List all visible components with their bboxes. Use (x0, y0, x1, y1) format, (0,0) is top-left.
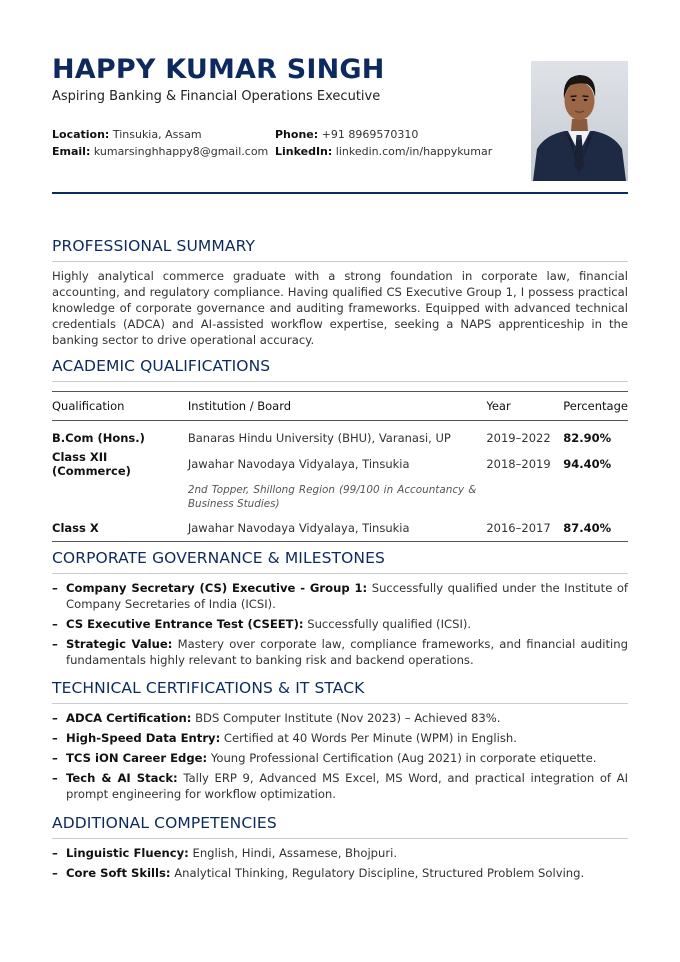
list-item (52, 750, 628, 766)
row-qualification: Class XII (Commerce) (52, 449, 131, 478)
governance-list (52, 580, 628, 672)
candidate-name: HAPPY KUMAR SINGH (52, 54, 385, 85)
row-year: 2018–2019 (486, 456, 551, 471)
item-text: Successfully qualified under the Institute of Company Secretaries of India (ICSI). (66, 581, 629, 611)
row-percentage: 94.40% (563, 456, 612, 471)
item-text: Analytical Thinking, Regulatory Discipline, Structured Problem Solving. (174, 866, 585, 880)
row-qualification: Class X (52, 516, 188, 542)
competencies-list (52, 845, 628, 885)
technical-divider (52, 703, 628, 704)
item-text: Mastery over corporate law, compliance frameworks, and financial auditing fundamentals highly relevant to banking risk and backend operations. (66, 637, 628, 667)
profile-photo (531, 61, 628, 181)
technical-list (52, 710, 628, 806)
linkedin-value[interactable]: linkedin.com/in/happykumar (335, 145, 493, 158)
item-label: TCS iON Career Edge: (66, 751, 208, 765)
row-year: 2019–2022 (486, 431, 551, 446)
dash-bullet-icon: – (52, 866, 58, 880)
item-text: Young Professional Certification (Aug 2021) in corporate etiquette. (210, 751, 597, 765)
list-item (52, 710, 628, 726)
item-text: Tally ERP 9, Advanced MS Excel, MS Word, and practical integration of AI prompt engineering for workflow optimization. (66, 771, 628, 801)
summary-text: Highly analytical commerce graduate with a strong foundation in corporate law, financial accounting, and regulatory compliance. Having qualified CS Executive Group 1, I possess practical knowledge of corporate governance and auditing frameworks. Equipped with advanced technical credentials (ADCA) and AI-assisted workflow expertise, seeking a NAPS apprenticeship in the banking sector to drive operational accuracy. (52, 269, 628, 347)
dash-bullet-icon: – (52, 846, 58, 860)
candidate-tagline: Aspiring Banking & Financial Operations Executive (52, 89, 381, 104)
governance-heading: CORPORATE GOVERNANCE & MILESTONES (52, 549, 385, 567)
academics-table (52, 391, 628, 542)
person-portrait-icon (531, 61, 628, 181)
row-institution: Jawahar Navodaya Vidyalaya, Tinsukia (188, 516, 487, 542)
governance-divider (52, 573, 628, 574)
col-year: Year (486, 392, 563, 421)
academics-heading: ACADEMIC QUALIFICATIONS (52, 357, 271, 375)
row-institution: Banaras Hindu University (BHU), Varanasi, UP (187, 431, 451, 446)
contact-email (52, 145, 268, 158)
technical-heading: TECHNICAL CERTIFICATIONS & IT STACK (52, 679, 365, 697)
list-item (52, 580, 628, 612)
list-item (52, 616, 628, 632)
item-text: Certified at 40 Words Per Minute (WPM) in English. (223, 731, 517, 745)
email-label: Email: (52, 145, 91, 158)
item-label: Tech & AI Stack: (66, 771, 178, 785)
contact-phone (275, 128, 418, 141)
table-row-note (52, 478, 628, 516)
item-label: CS Executive Entrance Test (CSEET): (66, 617, 304, 631)
item-text: English, Hindi, Assamese, Bhojpuri. (192, 846, 398, 860)
location-value: Tinsukia, Assam (112, 128, 202, 141)
note-spacer (486, 478, 563, 516)
location-label: Location: (52, 128, 110, 141)
table-row (52, 421, 628, 450)
list-item (52, 636, 628, 668)
list-item (52, 730, 628, 746)
dash-bullet-icon: – (52, 771, 58, 785)
academics-divider (52, 381, 628, 382)
item-label: Core Soft Skills: (66, 866, 171, 880)
phone-label: Phone: (275, 128, 319, 141)
col-institution: Institution / Board (188, 392, 487, 421)
list-item (52, 865, 628, 881)
dash-bullet-icon: – (52, 751, 58, 765)
item-label: Company Secretary (CS) Executive - Group 1: (66, 581, 368, 595)
summary-divider (52, 261, 628, 262)
table-row (52, 450, 628, 478)
row-percentage: 87.40% (563, 516, 628, 542)
competencies-divider (52, 838, 628, 839)
item-label: Strategic Value: (66, 637, 173, 651)
table-row (52, 516, 628, 542)
row-note: 2nd Topper, Shillong Region (99/100 in Accountancy & Business Studies) (187, 483, 477, 510)
contact-location (52, 128, 202, 141)
dash-bullet-icon: – (52, 637, 58, 651)
item-label: High-Speed Data Entry: (66, 731, 221, 745)
item-label: Linguistic Fluency: (66, 846, 189, 860)
item-label: ADCA Certification: (66, 711, 192, 725)
summary-heading: PROFESSIONAL SUMMARY (52, 237, 256, 255)
table-header-row (52, 392, 628, 421)
item-text: Successfully qualified (ICSI). (307, 617, 472, 631)
header-divider (52, 192, 628, 194)
dash-bullet-icon: – (52, 711, 58, 725)
col-qualification: Qualification (52, 392, 188, 421)
row-percentage: 82.90% (563, 431, 612, 446)
row-institution: Jawahar Navodaya Vidyalaya, Tinsukia (187, 456, 410, 471)
dash-bullet-icon: – (52, 617, 58, 631)
col-percentage: Percentage (563, 392, 628, 421)
list-item (52, 845, 628, 861)
competencies-heading: ADDITIONAL COMPETENCIES (52, 814, 277, 832)
list-item (52, 770, 628, 802)
dash-bullet-icon: – (52, 581, 58, 595)
linkedin-label: LinkedIn: (275, 145, 333, 158)
row-year: 2016–2017 (486, 516, 563, 542)
item-text: BDS Computer Institute (Nov 2023) – Achieved 83%. (195, 711, 501, 725)
row-qualification: B.Com (Hons.) (52, 431, 145, 446)
note-spacer (563, 478, 628, 516)
email-value[interactable]: kumarsinghhappy8@gmail.com (93, 145, 269, 158)
contact-linkedin (275, 145, 492, 158)
dash-bullet-icon: – (52, 731, 58, 745)
note-spacer (52, 478, 188, 516)
phone-value: +91 8969570310 (321, 128, 419, 141)
